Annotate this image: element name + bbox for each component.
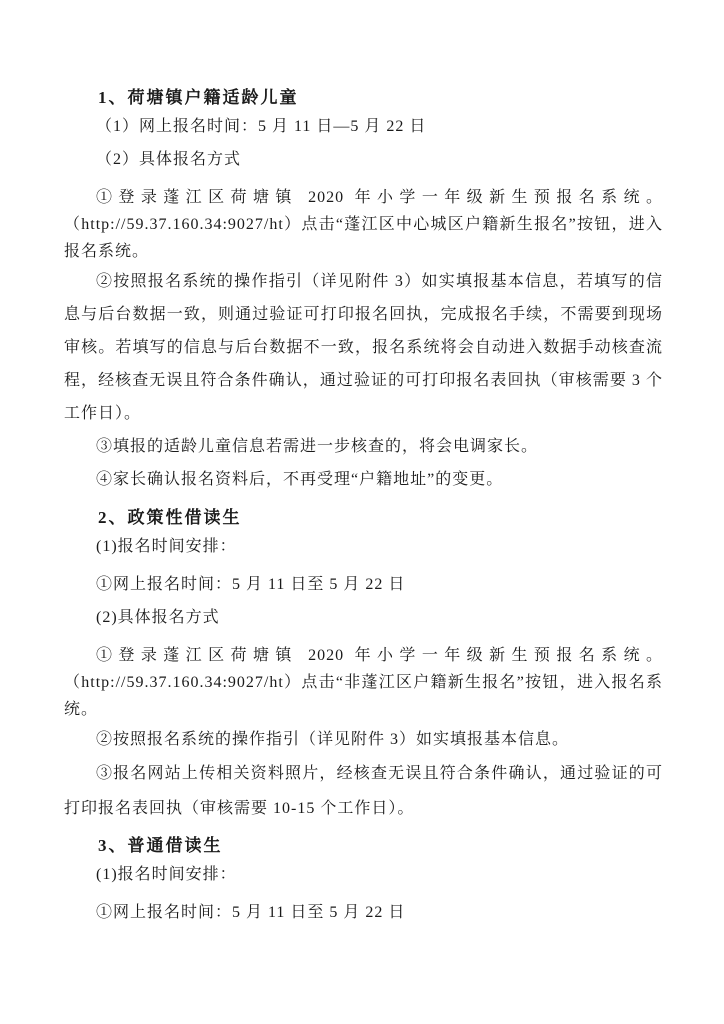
paragraph: ①登录蓬江区荷塘镇 2020 年小学一年级新生预报名系统。（http://59.37.160.34:9027/ht）点击“蓬江区中心城区户籍新生报名”按钮，进入报名系统。 bbox=[64, 189, 663, 260]
section-heading: 2、政策性借读生 bbox=[98, 508, 242, 527]
paragraph: ①登录蓬江区荷塘镇 2020 年小学一年级新生预报名系统。（http://59.37.160.34:9027/ht）点击“非蓬江区户籍新生报名”按钮，进入报名系统。 bbox=[64, 647, 663, 718]
section-ordinary-transfer-students bbox=[64, 834, 663, 929]
paragraph: (2)具体报名方式 bbox=[96, 609, 220, 626]
paragraph: ④家长确认报名资料后，不再受理“户籍地址”的变更。 bbox=[96, 471, 504, 488]
paragraph: (1)报名时间安排： bbox=[96, 538, 237, 555]
paragraph: （2）具体报名方式 bbox=[96, 151, 242, 168]
paragraph: ①网上报名时间：5 月 11 日至 5 月 22 日 bbox=[96, 904, 406, 921]
section-local-children bbox=[64, 86, 663, 496]
section-heading: 3、普通借读生 bbox=[98, 836, 223, 855]
paragraph: ③填报的适龄儿童信息若需进一步核查的，将会电调家长。 bbox=[96, 438, 539, 455]
paragraph: (1)报名时间安排： bbox=[96, 866, 237, 883]
section-policy-transfer-students bbox=[64, 506, 663, 826]
paragraph: ③报名网站上传相关资料照片，经核查无误且符合条件确认，通过验证的可打印报名表回执（审核需要 10-15 个工作日）。 bbox=[64, 765, 663, 817]
paragraph: ②按照报名系统的操作指引（详见附件 3）如实填报基本信息。 bbox=[96, 731, 570, 748]
paragraph: ②按照报名系统的操作指引（详见附件 3）如实填报基本信息，若填写的信息与后台数据一致，则通过验证可打印报名回执，完成报名手续，不需要到现场审核。若填写的信息与后台数据不一致，报名系统将会自动进入数据手动核查流程，经核查无误且符合条件确认，通过验证的可打印报名表回执（审核需要 3 个工作日）。 bbox=[64, 273, 663, 422]
paragraph: （1）网上报名时间：5 月 11 日—5 月 22 日 bbox=[96, 118, 427, 135]
paragraph: ①网上报名时间：5 月 11 日至 5 月 22 日 bbox=[96, 576, 406, 593]
section-heading: 1、荷塘镇户籍适龄儿童 bbox=[98, 88, 299, 107]
